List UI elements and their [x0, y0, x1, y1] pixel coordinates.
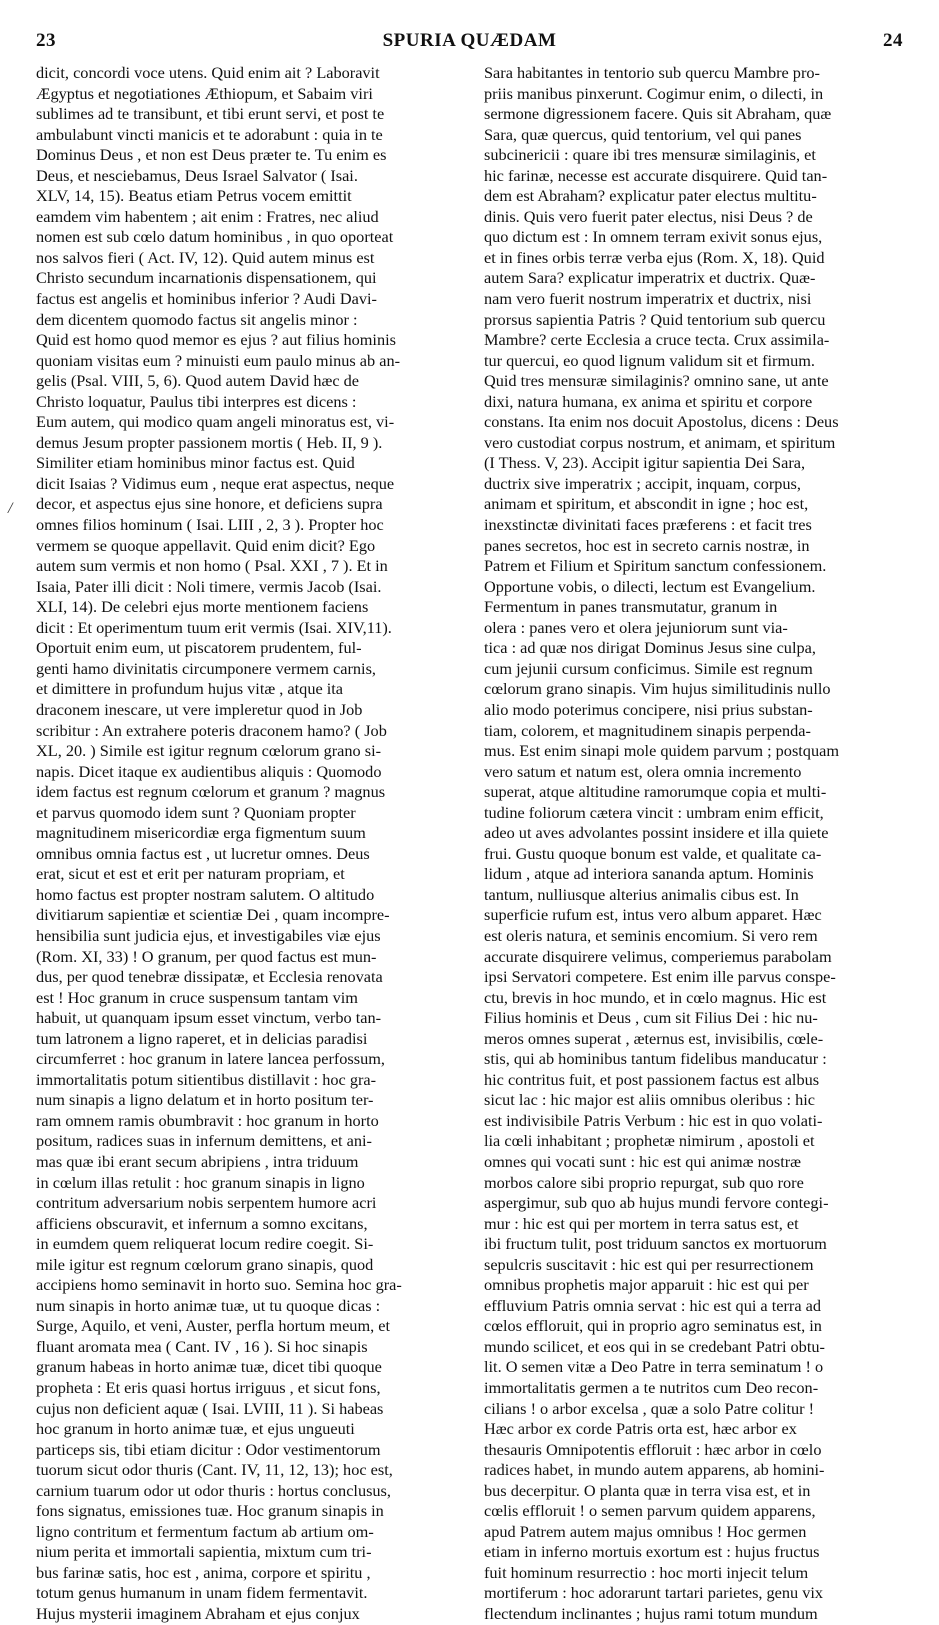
- text-line: omnes qui vocati sunt : hic est qui animæ nostræ: [484, 1151, 802, 1171]
- text-line: draconem inescare, ut vere impleretur quod in Job: [36, 699, 363, 719]
- text-line: sepulcris suscitavit : hic est qui per resurrectionem: [484, 1254, 814, 1274]
- text-line: lit. O semen vitæ a Deo Patre in terra seminatum ! o: [484, 1357, 824, 1377]
- text-line: XLV, 14, 15). Beatus etiam Petrus vocem emittit: [36, 186, 352, 206]
- text-line: autem sum vermis et non homo ( Psal. XXI , 7 ). Et in: [36, 556, 388, 576]
- text-line: Quid tres mensuræ similaginis? omnino sane, ut ante: [484, 371, 829, 391]
- text-line: Fermentum in panes transmutatur, granum in: [484, 597, 778, 617]
- text-line: tur quercui, eo quod lignum validum sit et firmum.: [484, 350, 815, 370]
- text-line: omnibus prophetis major apparuit : hic est qui per: [484, 1275, 809, 1295]
- text-line: animam et spiritum, et abscondit in igne ; hoc est,: [484, 494, 809, 514]
- margin-mark: /: [8, 500, 13, 517]
- text-line: positum, radices suas in infernum demittens, et ani-: [36, 1131, 372, 1151]
- text-line: granum habeas in horto animæ tuæ, dicet tibi quoque: [36, 1357, 382, 1377]
- text-line: magnitudinem misericordiæ erga figmentum suum: [36, 823, 366, 843]
- text-line: gelis (Psal. VIII, 5, 6). Quod autem David hæc de: [36, 371, 360, 391]
- text-line: hensibilia sunt judicia ejus, et investigabiles viæ ejus: [36, 925, 381, 945]
- text-line: panes secretos, hoc est in secreto carnis nostræ, in: [484, 535, 810, 555]
- text-line: frui. Gustu quoque bonum est valde, et qualitate ca-: [484, 843, 822, 863]
- text-line: Filius hominis et Deus , cum sit Filius Dei : hic nu-: [484, 1008, 818, 1028]
- text-line: tica : ad quæ nos dirigat Dominus Jesus sine culpa,: [484, 638, 816, 658]
- text-column-left: [36, 63, 460, 1625]
- text-line: mundo scilicet, et eos qui in se credebant Patri obtu-: [484, 1336, 825, 1356]
- text-line: meros omnes superat , æternus est, invisibilis, cœle-: [484, 1028, 824, 1048]
- text-line: est oleris natura, et seminis encomium. Si vero rem: [484, 925, 818, 945]
- text-line: et dimittere in profundum hujus vitæ , atque ita: [36, 679, 344, 699]
- text-line: particeps sis, tibi etiam dicitur : Odor vestimentorum: [36, 1439, 381, 1459]
- text-line: effluvium Patris omnia servat : hic est qui a terra ad: [484, 1295, 821, 1315]
- text-line: tum latronem a ligno raperet, et in delicias paradisi: [36, 1028, 368, 1048]
- text-line: vero custodiat corpus nostrum, et animam, et spiritum: [484, 432, 836, 452]
- text-line: omnibus omnia factus est , ut lucretur omnes. Deus: [36, 843, 370, 863]
- text-line: Hæc arbor ex corde Patris orta est, hæc arbor ex: [484, 1419, 797, 1439]
- text-line: superat, atque altitudine ramorumque copia et multi-: [484, 782, 827, 802]
- text-line: dinis. Quis vero fuerit pater electus, nisi Deus ? de: [484, 206, 813, 226]
- text-line: totum genus humanum in unam fidem fermentavit.: [36, 1583, 368, 1603]
- text-line: radices habet, in mundo autem apparens, ab homini-: [484, 1460, 825, 1480]
- text-line: ctu, brevis in hoc mundo, et in cœlo magnus. Hic est: [484, 987, 827, 1007]
- text-line: etiam in inferno mortuis exortum est : hujus fructus: [484, 1542, 820, 1562]
- text-line: num sinapis in horto animæ tuæ, ut tu quoque dicas :: [36, 1295, 381, 1315]
- text-line: dus, per quod tenebræ dissipatæ, et Ecclesia renovata: [36, 967, 383, 987]
- text-line: thesauris Omnipotentis effloruit : hæc arbor in cœlo: [484, 1439, 822, 1459]
- text-line: napis. Dicet itaque ex audientibus aliquis : Quomodo: [36, 761, 382, 781]
- text-line: accurate disquirere velimus, comperiemus parabolam: [484, 946, 832, 966]
- text-line: ram omnem ramis obumbravit : hoc granum in horto: [36, 1110, 379, 1130]
- text-line: divitiarum sapientiæ et scientiæ Dei , quam incompre-: [36, 905, 390, 925]
- text-line: cœlorum grano sinapis. Vim hujus similitudinis nullo: [484, 679, 831, 699]
- text-line: autem Sara? explicatur imperatrix et ductrix. Quæ-: [484, 268, 816, 288]
- text-line: quoniam visitas eum ? minuisti eum paulo minus ab an-: [36, 350, 401, 370]
- text-line: dicit Isaias ? Vidimus eum , neque erat aspectus, neque: [36, 473, 395, 493]
- text-line: habuit, ut quanquam ipsum esset vinctum, verbo tan-: [36, 1008, 382, 1028]
- text-line: Surge, Aquilo, et veni, Auster, perfla hortum meum, et: [36, 1316, 391, 1336]
- text-line: mur : hic est qui per mortem in terra satus est, et: [484, 1213, 799, 1233]
- text-line: vermem se quoque appellavit. Quid enim dicit? Ego: [36, 535, 376, 555]
- text-line: carnium tuarum odor ut odor thuris : hortus conclusus,: [36, 1480, 391, 1500]
- text-line: Ægyptus et negotiationes Æthiopum, et Sabaim viri: [36, 83, 373, 103]
- text-line: ligno contritum et fermentum factum ab artium om-: [36, 1521, 374, 1541]
- text-line: et parvus quomodo idem sunt ? Quoniam propter: [36, 802, 356, 822]
- text-line: bus farinæ satis, hoc est , anima, corpore et spiritu ,: [36, 1562, 371, 1582]
- text-line: tuorum sicut odor thuris (Cant. IV, 11, 12, 13); hoc est,: [36, 1460, 393, 1480]
- text-line: genti hamo divinitatis circumponere vermem carnis,: [36, 658, 376, 678]
- text-line: accipiens homo seminavit in horto suo. Semina hoc gra-: [36, 1275, 402, 1295]
- text-line: Christo loquatur, Paulus tibi interpres est dicens :: [36, 391, 357, 411]
- text-line: fuit hominum resurrectio : hoc morti injecit telum: [484, 1562, 809, 1582]
- text-line: ipsi Servatori competere. Est enim ille parvus conspe-: [484, 967, 836, 987]
- text-line: decor, et aspectus ejus sine honore, et deficiens supra: [36, 494, 383, 514]
- text-line: lidum , atque ad interiora sananda aptum. Hominis: [484, 864, 814, 884]
- text-line: omnes filios hominum ( Isai. LIII , 2, 3 ). Propter hoc: [36, 515, 384, 535]
- text-line: homo factus est propter nostram salutem. O altitudo: [36, 884, 375, 904]
- text-line: cujus non deficient aquæ ( Isai. LVIII, 11 ). Si habeas: [36, 1398, 384, 1418]
- text-line: Deus, et nesciebamus, Deus Israel Salvator ( Isai.: [36, 165, 358, 185]
- text-line: hoc granum in horto animæ tuæ, et ejus ungueuti: [36, 1419, 355, 1439]
- text-line: factus est angelis et hominibus inferior ? Audi Davi-: [36, 289, 377, 309]
- text-line: alio modo poterimus concipere, nisi prius substan-: [484, 699, 813, 719]
- text-line: erat, sicut et est et erit per naturam propriam, et: [36, 864, 345, 884]
- text-line: (Rom. XI, 33) ! O granum, per quod factus est mun-: [36, 946, 377, 966]
- text-line: aspergimur, sub quo ab hujus mundi fervore contegi-: [484, 1193, 829, 1213]
- text-line: Patrem et Filium et Spiritum sanctum confessionem.: [484, 556, 827, 576]
- text-line: circumferret : hoc granum in latere lancea perfossum,: [36, 1049, 385, 1069]
- text-line: sicut lac : hic major est aliis omnibus oleribus : hic: [484, 1090, 815, 1110]
- text-line: immortalitatis potum sitientibus distillavit : hoc gra-: [36, 1069, 377, 1089]
- text-line: fluant aromata mea ( Cant. IV , 16 ). Si hoc sinapis: [36, 1336, 368, 1356]
- running-header: [36, 30, 903, 58]
- text-line: XL, 20. ) Simile est igitur regnum cœlorum grano si-: [36, 741, 382, 761]
- text-line: Dominus Deus , et non est Deus præter te. Tu enim es: [36, 145, 387, 165]
- text-line: eamdem vim habentem ; ait enim : Fratres, nec aliud: [36, 206, 379, 226]
- text-line: cilians ! o arbor excelsa , quæ a solo Patre colitur !: [484, 1398, 815, 1418]
- text-line: Christo secundum incarnationis dispensationem, qui: [36, 268, 377, 288]
- text-line: Mambre? certe Ecclesia a cruce tecta. Crux assimila-: [484, 330, 830, 350]
- text-line: tudine foliorum cætera vincit : umbram enim efficit,: [484, 802, 824, 822]
- text-line: Hujus mysterii imaginem Abraham et ejus conjux: [36, 1604, 360, 1624]
- text-line: hic contritus fuit, et post passionem factus est albus: [484, 1069, 820, 1089]
- text-line: Sara, quæ quercus, quid tentorium, vel qui panes: [484, 124, 802, 144]
- text-column-right: [484, 63, 906, 1625]
- text-line: hic farinæ, necesse est accurate disquirere. Quid tan-: [484, 165, 828, 185]
- text-line: tantum, nulliusque alterius animalis cibus est. In: [484, 884, 799, 904]
- text-line: Quid est homo quod memor es ejus ? aut filius hominis: [36, 330, 396, 350]
- text-line: fons signatus, emissiones tuæ. Hoc granum sinapis in: [36, 1501, 384, 1521]
- text-line: propheta : Et eris quasi hortus irriguus , et sicut fons,: [36, 1378, 381, 1397]
- text-line: nomen est sub cœlo datum hominibus , in quo oporteat: [36, 227, 394, 247]
- text-line: dem est Abraham? explicatur pater electus multitu-: [484, 186, 817, 206]
- text-line: inexstinctæ divinitati faces præferens : et facit tres: [484, 515, 812, 535]
- text-line: superficie rufum est, intus vero album apparet. Hæc: [484, 905, 822, 925]
- text-line: Oportuit enim eum, ut piscatorem prudentem, ful-: [36, 638, 362, 658]
- text-line: cœlis effloruit ! o semen parvum quidem apparens,: [484, 1501, 816, 1521]
- text-line: priis manibus pinxerunt. Cogimur enim, o dilecti, in: [484, 83, 824, 103]
- text-line: ductrix sive imperatrix ; accipit, inquam, corpus,: [484, 473, 801, 493]
- text-line: mile igitur est regnum cœlorum grano sinapis, quod: [36, 1254, 374, 1274]
- text-line: mus. Est enim sinapi mole quidem parvum ; postquam: [484, 741, 839, 761]
- text-line: Sara habitantes in tentorio sub quercu Mambre pro-: [484, 63, 820, 82]
- text-line: nium perita et immortali sapientia, mixtum cum tri-: [36, 1542, 372, 1562]
- text-line: cum jejunii cursum conficimus. Simile est regnum: [484, 658, 813, 678]
- text-line: idem factus est regnum cœlorum et granum ? magnus: [36, 782, 386, 802]
- text-line: dem dicentem quomodo factus sit angelis minor :: [36, 309, 358, 329]
- text-line: num sinapis a ligno delatum et in horto positum ter-: [36, 1090, 374, 1110]
- text-line: morbos calore sibi proprio repurgat, sub quo rore: [484, 1172, 804, 1192]
- text-line: apud Patrem autem majus omnibus ! Hoc germen: [484, 1521, 807, 1541]
- text-line: tiam, colorem, et magnitudinem sinapis perpenda-: [484, 720, 811, 740]
- text-line: vero satum et natum est, olera omnia incremento: [484, 761, 802, 781]
- text-line: flectendum inclinantes ; hujus rami totum mundum: [484, 1604, 818, 1624]
- text-line: est ! Hoc granum in cruce suspensum tantam vim: [36, 987, 358, 1007]
- text-line: scribitur : An extrahere poteris draconem hamo? ( Job: [36, 720, 387, 740]
- text-line: est indivisibile Patris Verbum : hic est in quo volati-: [484, 1110, 823, 1130]
- text-line: stis, qui ab hominibus tantum fidelibus manducatur :: [484, 1049, 827, 1069]
- text-line: Similiter etiam hominibus minor factus est. Quid: [36, 453, 355, 473]
- text-line: mortiferum : hoc adorarunt tartari parietes, genu vix: [484, 1583, 824, 1603]
- text-line: subcinericii : quare ibi tres mensuræ similaginis, et: [484, 145, 816, 165]
- text-line: bus decerpitur. O planta quæ in terra visa est, et in: [484, 1480, 811, 1500]
- text-line: lia cœli inhabitant ; prophetæ nimirum , apostoli et: [484, 1131, 815, 1151]
- text-line: Isaia, Pater illi dicit : Noli timere, vermis Jacob (Isai.: [36, 576, 382, 596]
- text-line: mas quæ ibi erant secum abripiens , intra triduum: [36, 1151, 359, 1171]
- text-line: cœlos effloruit, qui in proprio agro seminatus est, in: [484, 1316, 822, 1336]
- text-line: Opportune vobis, o dilecti, lectum est Evangelium.: [484, 576, 816, 596]
- text-line: olera : panes vero et olera jejuniorum sunt via-: [484, 617, 788, 637]
- text-line: dicit : Et operimentum tuum erit vermis (Isai. XIV,11).: [36, 617, 392, 637]
- text-line: (I Thess. V, 23). Accipit igitur sapientia Dei Sara,: [484, 453, 806, 473]
- page-number-right: 24: [883, 30, 903, 51]
- page-number-left: 23: [36, 30, 56, 51]
- text-line: XLI, 14). De celebri ejus morte mentionem faciens: [36, 597, 369, 617]
- text-line: nos salvos fieri ( Act. IV, 12). Quid autem minus est: [36, 247, 375, 267]
- text-line: in cœlum illas retulit : hoc granum sinapis in ligno: [36, 1172, 365, 1192]
- text-line: constans. Ita enim nos docuit Apostolus, dicens : Deus: [484, 412, 839, 432]
- text-line: prorsus sapientia Patris ? Quid tentorium sub quercu: [484, 309, 826, 329]
- text-line: contritum adversarium nobis serpentem humore acri: [36, 1193, 377, 1213]
- running-title: SPURIA QUÆDAM: [382, 30, 557, 51]
- text-line: in eumdem quem reliquerat locum redire coegit. Si-: [36, 1234, 374, 1254]
- text-line: dicit, concordi voce utens. Quid enim ait ? Laboravit: [36, 63, 380, 82]
- text-line: afficiens obscuravit, et infernum a somno excitans,: [36, 1213, 368, 1233]
- text-line: sermone digressionem facere. Quis sit Abraham, quæ: [484, 104, 832, 124]
- text-line: quo dictum est : In omnem terram exivit sonus ejus,: [484, 227, 823, 247]
- text-line: et in fines orbis terræ verba ejus (Rom. X, 18). Quid: [484, 247, 825, 267]
- text-line: demus Jesum propter passionem mortis ( Heb. II, 9 ).: [36, 432, 383, 452]
- text-line: dixi, natura humana, ex anima et spiritu et corpore: [484, 391, 813, 411]
- text-line: immortalitatis germen a te nutritos cum Deo recon-: [484, 1378, 819, 1397]
- text-line: ambulabunt vincti manicis et te adorabunt : quia in te: [36, 124, 383, 144]
- text-line: ibi fructum tulit, post triduum sanctos ex mortuorum: [484, 1234, 827, 1254]
- text-line: Eum autem, qui modico quam angeli minoratus est, vi-: [36, 412, 395, 432]
- text-line: sublimes ad te transibunt, et tibi erunt servi, et post te: [36, 104, 385, 124]
- text-line: adeo ut aves advolantes possint insidere et illa quiete: [484, 823, 829, 843]
- text-line: nam vero fuerit nostrum imperatrix et ductrix, nisi: [484, 289, 812, 309]
